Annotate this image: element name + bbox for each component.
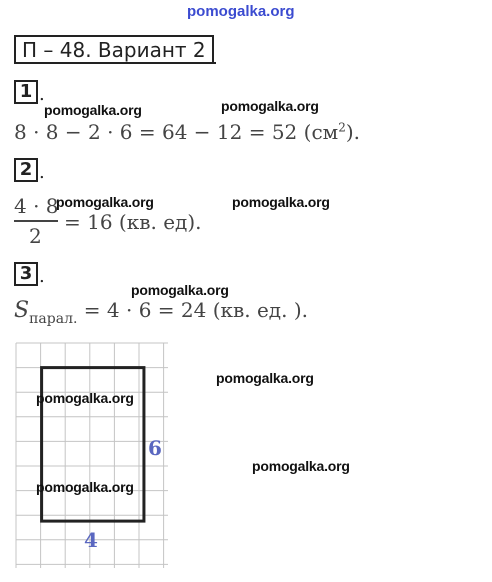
watermark: pomogalka.org [36,479,134,495]
title-underline [14,62,216,64]
page-title: П – 48. Вариант 2 [22,38,206,62]
height-label: 6 [148,436,162,460]
task-3-number: 3 [14,262,38,286]
task-1-number: 1 [14,80,38,104]
width-label: 4 [84,528,98,552]
task-2-dot: . [39,162,45,183]
watermark: pomogalka.org [216,370,314,386]
task-2-result: = 16 (кв. ед). [64,210,202,234]
watermark-top: pomogalka.org [187,3,295,20]
task-2-number: 2 [14,158,38,182]
task-3-expression: $S_{парал.} = 4 \cdot 6 = 24$ (кв. ед. ). [14,298,308,327]
task-1-expression: 8 · 8 − 2 · 6 = 64 − 12 = 52 $(см^2)$. [14,120,361,144]
task-3-dot: . [39,266,45,287]
fraction-bar [14,220,58,222]
watermark: pomogalka.org [36,390,134,406]
task-2-numerator: 4 · 8 [14,194,59,218]
watermark: pomogalka.org [56,194,154,210]
task-2-denominator: 2 [29,224,42,248]
watermark: pomogalka.org [232,194,330,210]
watermark: pomogalka.org [131,282,229,298]
watermark: pomogalka.org [221,98,319,114]
watermark: pomogalka.org [44,102,142,118]
task-1-dot: . [39,84,45,105]
watermark: pomogalka.org [252,458,350,474]
